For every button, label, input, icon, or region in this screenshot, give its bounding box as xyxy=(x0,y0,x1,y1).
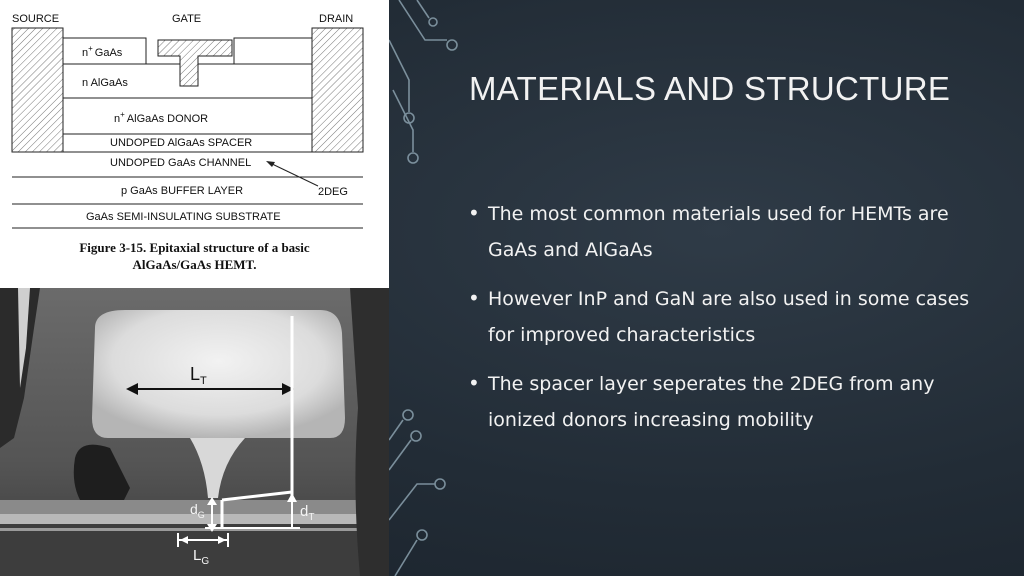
bullet-text: The spacer layer seperates the 2DEG from any ionized donors increasing mobility xyxy=(488,373,935,431)
gate-contact xyxy=(158,40,232,86)
bullet-dot-icon: • xyxy=(468,371,480,395)
donor-label: n+ AlGaAs DONOR xyxy=(114,110,209,125)
source-label: SOURCE xyxy=(12,13,60,25)
bullet-text: However InP and GaN are also used in some cases for improved characteristics xyxy=(488,288,970,346)
channel-label: UNDOPED GaAs CHANNEL xyxy=(110,157,252,169)
drain-contact xyxy=(312,28,363,152)
bullet-item xyxy=(466,196,986,268)
bullet-text: The most common materials used for HEMTs are GaAs and AlGaAs xyxy=(488,203,949,261)
bullet-dot-icon: • xyxy=(468,286,480,310)
lg-label: $L_G$ xyxy=(193,547,210,567)
slide-title: MATERIALS AND STRUCTURE xyxy=(469,70,951,107)
bullet-list xyxy=(466,196,986,451)
cap-label: n+ GaAs xyxy=(82,44,123,59)
micrograph-svg xyxy=(0,288,389,576)
dt-label: $d_T$ xyxy=(300,503,315,523)
substrate-label: GaAs SEMI-INSULATING SUBSTRATE xyxy=(86,211,281,223)
cap-right xyxy=(234,38,312,64)
gate-head xyxy=(92,310,345,438)
spacer-label: UNDOPED AlGaAs SPACER xyxy=(110,137,253,149)
source-contact xyxy=(12,28,63,152)
gate-label: GATE xyxy=(172,13,202,25)
bullet-item xyxy=(466,281,986,353)
circuit-decoration xyxy=(389,0,469,576)
bullet-dot-icon: • xyxy=(468,201,480,225)
epitaxial-structure-diagram xyxy=(0,0,389,288)
figure-caption-line1: Figure 3-15. Epitaxial structure of a basic xyxy=(79,240,310,255)
dg-label: $d_G$ xyxy=(190,501,205,520)
twodeg-arrow xyxy=(268,162,318,186)
sem-micrograph xyxy=(0,288,389,576)
figure-caption-line2: AlGaAs/GaAs HEMT. xyxy=(132,257,257,272)
twodeg-label: 2DEG xyxy=(318,186,348,198)
buffer-label: p GaAs BUFFER LAYER xyxy=(121,185,244,197)
lt-label: $L_T$ xyxy=(190,364,207,387)
bullet-item xyxy=(466,366,986,438)
n-algaas-label: n AlGaAs xyxy=(82,77,128,89)
drain-label: DRAIN xyxy=(319,13,354,25)
